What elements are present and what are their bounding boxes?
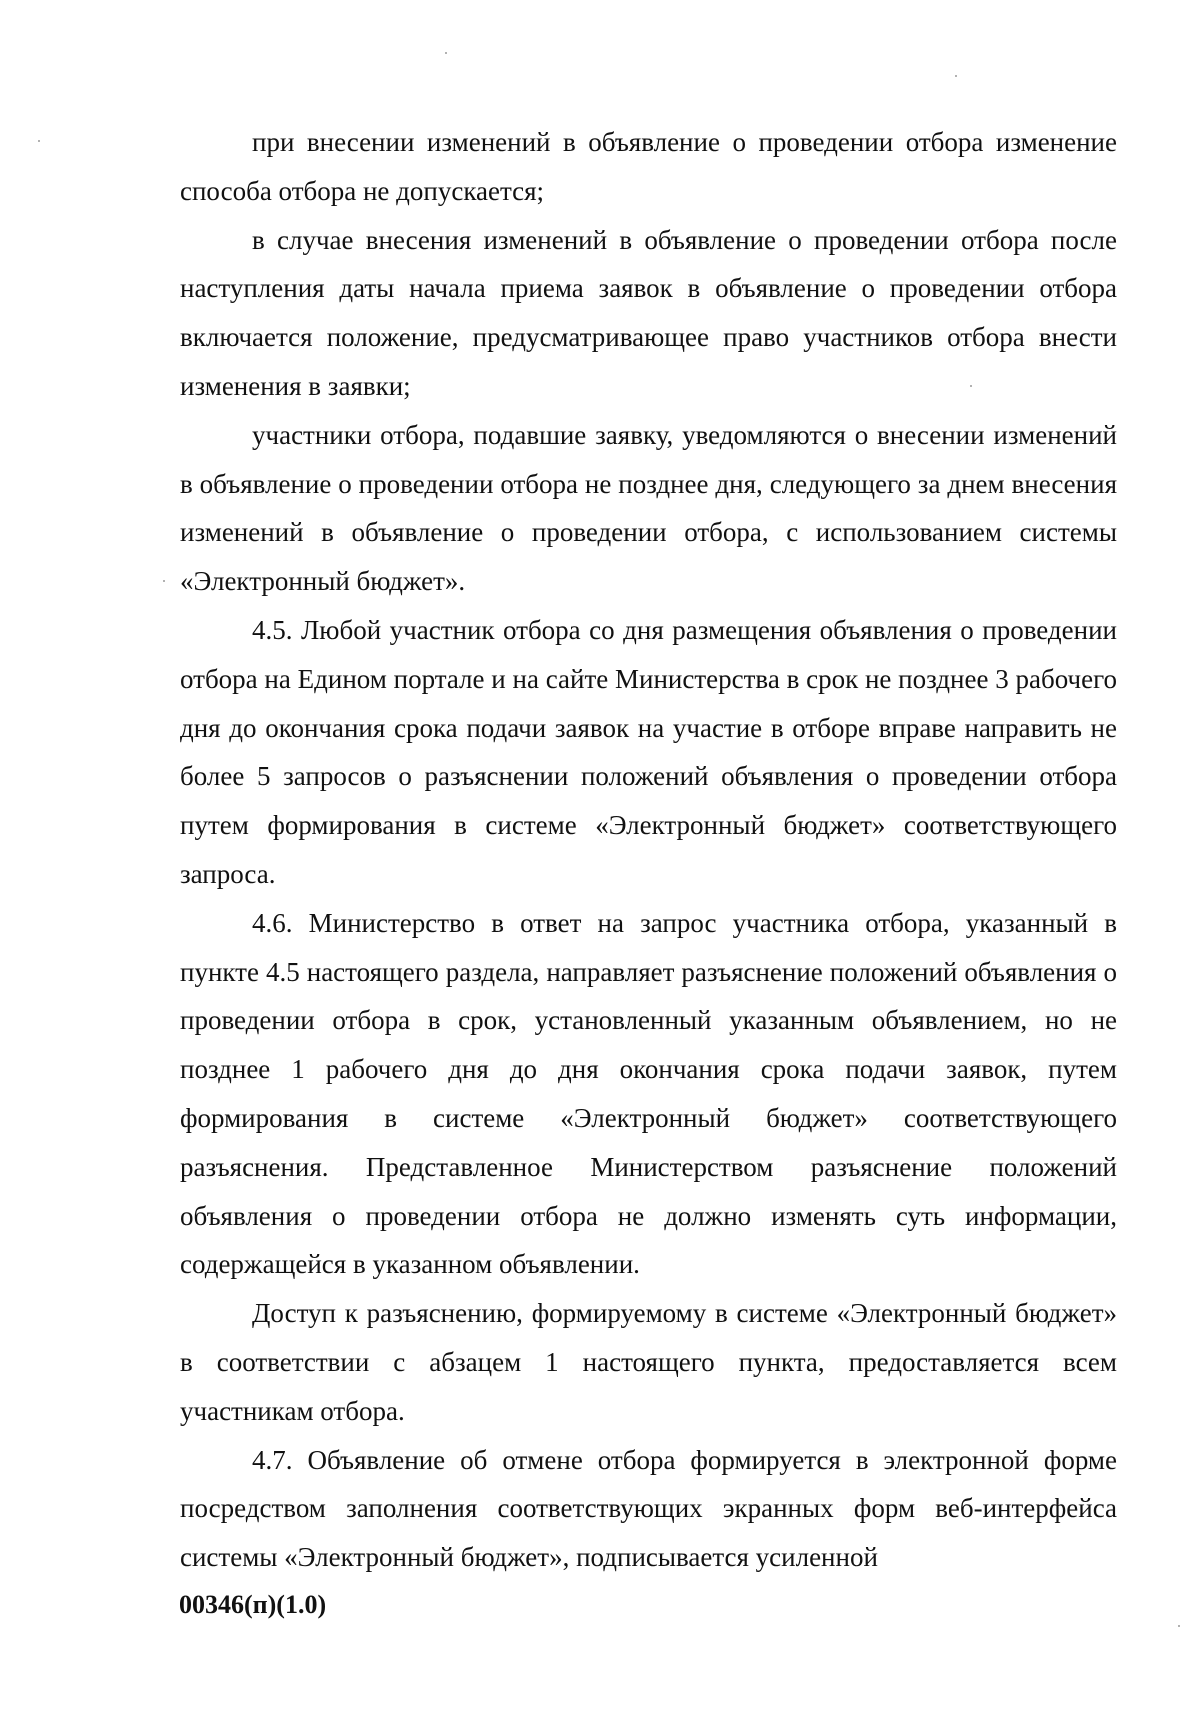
document-body — [180, 118, 1117, 1582]
paragraph: участники отбора, подавшие заявку, уведомляются о внесении изменений в объявление о проведении отбора не позднее дня, следующего за днем внесения изменений в объявление о проведении отбора, с использованием системы «Электронный бюджет». — [180, 419, 1117, 597]
scan-speck — [1178, 1625, 1180, 1627]
scan-speck — [38, 140, 40, 142]
paragraph: в случае внесения изменений в объявление о проведении отбора после наступления даты начала приема заявок в объявление о проведении отбора включается положение, предусматривающее право участников отбора внести изменения в заявки; — [180, 224, 1117, 401]
paragraph: при внесении изменений в объявление о проведении отбора изменение способа отбора не допускается; — [180, 127, 1117, 206]
paragraph: 4.6. Министерство в ответ на запрос участника отбора, указанный в пункте 4.5 настоящего раздела, направляет разъяснение положений объявления о проведении отбора в срок, установленный указанным объявлением, но не позднее 1 рабочего дня до дня окончания срока подачи заявок, путем формирования в системе «Электронный бюджет» соответствующего разъяснения. Представленное Министерством разъяснение положений объявления о проведении отбора не должно изменять суть информации, содержащейся в указанном объявлении. — [180, 907, 1117, 1280]
paragraph: Доступ к разъяснению, формируемому в системе «Электронный бюджет» в соответствии с абзацем 1 настоящего пункта, предоставляется всем участникам отбора. — [180, 1298, 1117, 1426]
scan-speck — [445, 52, 447, 54]
scan-speck — [955, 75, 957, 77]
paragraph: 4.7. Объявление об отмене отбора формируется в электронной форме посредством заполнения соответствующих экранных форм веб-интерфейса системы «Электронный бюджет», подписывается усиленной — [180, 1444, 1117, 1573]
document-code: 00346(п)(1.0) — [179, 1590, 327, 1619]
scan-speck — [163, 580, 165, 582]
paragraph: 4.5. Любой участник отбора со дня размещения объявления о проведении отбора на Едином портале и на сайте Министерства в срок не позднее 3 рабочего дня до окончания срока подачи заявок на участие в отборе вправе направить не более 5 запросов о разъяснении положений объявления о проведении отбора путем формирования в системе «Электронный бюджет» соответствующего запроса. — [180, 614, 1117, 889]
